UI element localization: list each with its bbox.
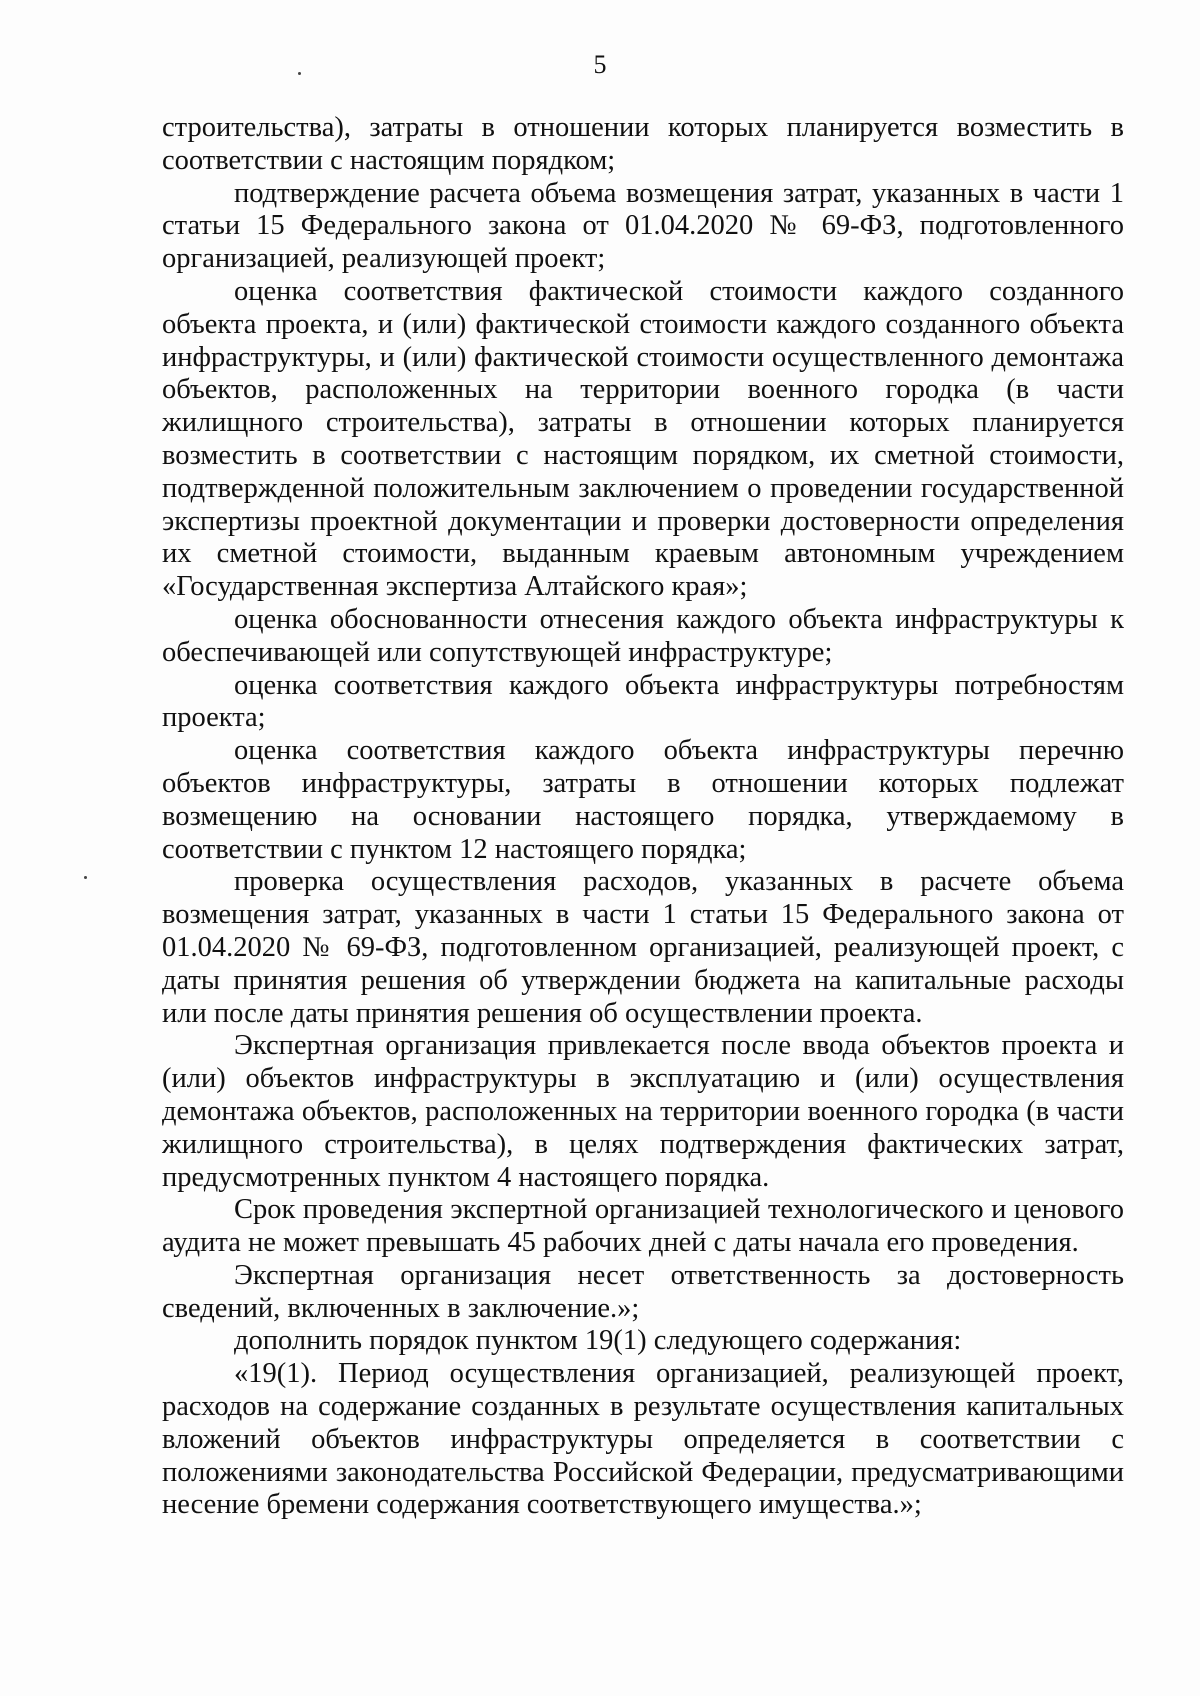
paragraph: оценка соответствия каждого объекта инфраструктуры перечню объектов инфраструктуры, затраты в отношении которых подлежат возмещению на основании настоящего порядка, утверждаемому в соответствии с пунктом 12 настоящего порядка; [162,735,1124,865]
scan-speck [298,72,301,75]
paragraph: оценка соответствия фактической стоимости каждого созданного объекта проекта, и (или) фактической стоимости каждого созданного объекта инфраструктуры, и (или) фактической стоимости осуществленного демонтажа объектов, расположенных на территории военного городка (в части жилищного строительства), затраты в отношении которых планируется возместить в соответствии с настоящим порядком, их сметной стоимости, подтвержденной положительным заключением о проведении государственной экспертизы проектной документации и проверки достоверности определения их сметной стоимости, выданным краевым автономным учреждением «Государственная экспертиза Алтайского края»; [162,275,1124,603]
paragraph: «19(1). Период осуществления организацией, реализующей проект, расходов на содержание созданных в результате осуществления капитальных вложений объектов инфраструктуры определяется в соответствии с положениями законодательства Российской Федерации, предусматривающими несение бремени содержания соответствующего имущества.»; [162,1358,1124,1521]
document-body [162,112,1124,1522]
paragraph: Экспертная организация несет ответственность за достоверность сведений, включенных в заключение.»; [162,1259,1124,1324]
page-number: 5 [593,50,607,79]
paragraph: Экспертная организация привлекается после ввода объектов проекта и (или) объектов инфраструктуры в эксплуатацию и (или) осуществления демонтажа объектов, расположенных на территории военного городка (в части жилищного строительства), в целях подтверждения фактических затрат, предусмотренных пунктом 4 настоящего порядка. [162,1030,1124,1193]
paragraph: строительства), затраты в отношении которых планируется возместить в соответствии с настоящим порядком; [162,112,1124,176]
paragraph: оценка обоснованности отнесения каждого объекта инфраструктуры к обеспечивающей или сопутствующей инфраструктуре; [162,603,1124,668]
paragraph: Срок проведения экспертной организацией технологического и ценового аудита не может превышать 45 рабочих дней с даты начала его проведения. [162,1194,1124,1259]
scan-speck [84,876,87,879]
paragraph: проверка осуществления расходов, указанных в расчете объема возмещения затрат, указанных в части 1 статьи 15 Федерального закона от 01.04.2020 № 69-ФЗ, подготовленном организацией, реализующей проект, с даты принятия решения об утверждении бюджета на капитальные расходы или после даты принятия решения об осуществлении проекта. [162,866,1124,1029]
paragraph: подтверждение расчета объема возмещения затрат, указанных в части 1 статьи 15 Федерального закона от 01.04.2020 № 69-ФЗ, подготовленного организацией, реализующей проект; [162,177,1124,275]
paragraph: оценка соответствия каждого объекта инфраструктуры потребностям проекта; [162,669,1124,734]
paragraph: дополнить порядок пунктом 19(1) следующего содержания: [234,1325,962,1357]
